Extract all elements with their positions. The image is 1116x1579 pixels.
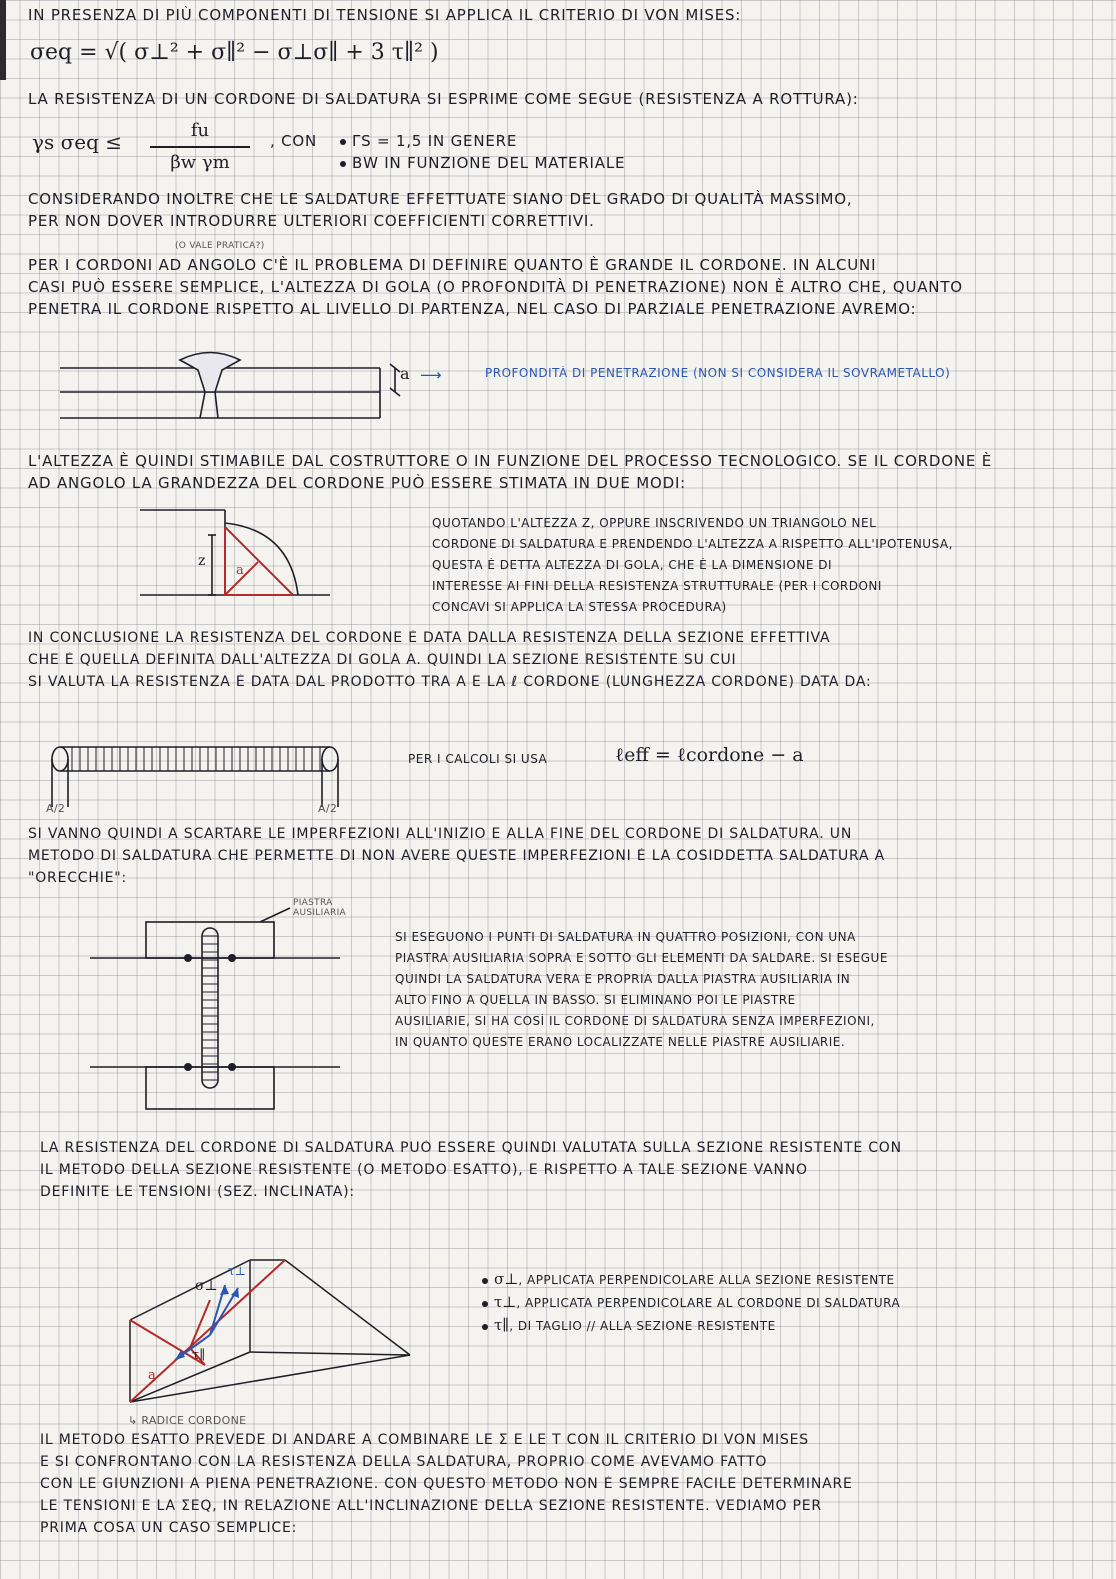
fig5-sigma-label: σ⊥	[195, 1278, 218, 1294]
binding-edge	[0, 0, 6, 80]
weld-resistance-intro: LA RESISTENZA DI UN CORDONE DI SALDATURA SI ESPRIME COME SEGUE (RESISTENZA A ROTTURA):	[28, 90, 859, 108]
von-mises-formula: σeq = √( σ⊥² + σ∥² − σ⊥σ∥ + 3 τ∥² )	[30, 40, 439, 65]
fig1-a-label: a	[400, 364, 410, 383]
fig3-formula: ℓeff = ℓcordone − a	[615, 744, 804, 766]
final-paragraph: IL METODO ESATTO PREVEDE DI ANDARE A COMBINARE LE Σ E LE Τ CON IL CRITERIO DI VON MISES E SI CONFRONTANO CON LA RESISTENZA DELLA SALDATURA, PROPRIO COME AVEVAMO FATTO CON LE GIUNZIONI A PIENA PENETRAZIONE. CON QUESTO METODO NON È SEMPRE FACILE DETERMINARE LE TENSIONI E LA ΣEQ, IN RELAZIONE ALL'INCLINAZIONE DELLA SEZIONE RESISTENTE. VEDIAMO PER PRIMA COSA UN CASO SEMPLICE:	[40, 1432, 853, 1536]
fig5-a-label: a	[148, 1368, 156, 1383]
fig5-tau-perp-label: τ⊥	[228, 1264, 246, 1278]
method-paragraph: LA RESISTENZA DEL CORDONE DI SALDATURA PUÒ ESSERE QUINDI VALUTATA SULLA SEZIONE RESISTENTE CON IL METODO DELLA SEZIONE RESISTENTE (O METODO ESATTO), E RISPETTO A TALE SEZIONE VANNO DEFINITE LE TENSIONI (SEZ. INCLINATA):	[40, 1140, 902, 1200]
fig4-label: PIASTRA AUSILIARIA	[293, 898, 347, 918]
fig1-arrow: ⟶	[420, 366, 443, 384]
auxiliary-plate-figure	[60, 900, 360, 1115]
ears-paragraph: SI VANNO QUINDI A SCARTARE LE IMPERFEZIONI ALL'INIZIO E ALLA FINE DEL CORDONE DI SALDATURA. UN METODO DI SALDATURA CHE PERMETTE DI NON AVERE QUESTE IMPERFEZIONI È LA COSIDDETTA SALDATURA A "ORECCHIE":	[28, 826, 885, 886]
formula-bullet-2: ΒW IN FUNZIONE DEL MATERIALE	[340, 154, 780, 172]
quoting-paragraph: QUOTANDO L'ALTEZZA Z, OPPURE INSCRIVENDO UN TRIANGOLO NEL CORDONE DI SALDATURA E PRENDENDO L'ALTEZZA A RISPETTO ALL'IPOTENUSA, QUESTA È DETTA ALTEZZA DI GOLA, CHE È LA DIMENSIONE DI INTERESSE AI FINI DELLA RESISTENZA STRUTTURALE (PER I CORDONI CONCAVI SI APPLICA LA STESSA PROCEDURA)	[432, 516, 953, 614]
fig1-caption: PROFONDITÀ DI PENETRAZIONE (NON SI CONSIDERA IL SOVRAMETALLO)	[485, 366, 951, 380]
penetration-figure	[40, 330, 420, 440]
inclined-section-figure	[110, 1240, 430, 1415]
quality-note: CONSIDERANDO INOLTRE CHE LE SALDATURE EFFETTUATE SIANO DEL GRADO DI QUALITÀ MASSIMO, PER NON DOVER INTRODURRE ULTERIORI COEFFICIENTI CORRETTIVI.	[28, 190, 853, 230]
formula-bullet-1: ΓS = 1,5 IN GENERE	[340, 132, 740, 150]
fig5-root-label: ↳ RADICE CORDONE	[128, 1414, 247, 1427]
ears-description: SI ESEGUONO I PUNTI DI SALDATURA IN QUATTRO POSIZIONI, CON UNA PIASTRA AUSILIARIA SOPRA E SOTTO GLI ELEMENTI DA SALDARE. SI ESEGUE QUINDI LA SALDATURA VERA E PROPRIA DALLA PIASTRA AUSILIARIA IN ALTO FINO A QUELLA IN BASSO. SI ELIMINANO POI LE PIASTRE AUSILIARIE, SI HA COSÌ IL CORDONE DI SALDATURA SENZA IMPERFEZIONI, IN QUANTO QUESTE ERANO LOCALIZZATE NELLE PIASTRE AUSILIARIE.	[395, 930, 888, 1049]
formula-numerator: fu	[190, 120, 210, 141]
stress-list	[482, 1270, 1082, 1339]
fig2-z-label: z	[198, 553, 206, 569]
weld-bead-figure	[40, 735, 360, 815]
fillet-triangle-figure	[130, 505, 330, 605]
fig3-calc-text: PER I CALCOLI SI USA	[408, 752, 548, 766]
conclusion-paragraph: IN CONCLUSIONE LA RESISTENZA DEL CORDONE È DATA DALLA RESISTENZA DELLA SEZIONE EFFETTIVA CHE È QUELLA DEFINITA DALL'ALTEZZA DI GOLA A. QUINDI LA SEZIONE RESISTENTE SU CUI SI VALUTA LA RESISTENZA È DATA DAL PRODOTTO TRA A E LA ℓ CORDONE (LUNGHEZZA CORDONE) DATA DA:	[28, 630, 872, 690]
formula-denominator: βw γm	[170, 152, 230, 173]
list-item: τ⊥, APPLICATA PERPENDICOLARE AL CORDONE DI SALDATURA	[482, 1293, 1082, 1316]
fraction-bar	[150, 146, 250, 148]
formula-with: , CON	[270, 132, 318, 150]
list-item: τ∥, DI TAGLIO // ALLA SEZIONE RESISTENTE	[482, 1316, 1082, 1339]
aside-note: (O VALE PRATICA?)	[175, 241, 265, 251]
intro-text: IN PRESENZA DI PIÙ COMPONENTI DI TENSIONE SI APPLICA IL CRITERIO DI VON MISES:	[28, 6, 742, 24]
formula-lhs: γs σeq ≤	[32, 130, 122, 154]
fig3-left-label: A/2	[46, 802, 66, 815]
fig2-a-label: a	[236, 563, 244, 578]
fig3-right-label: A/2	[318, 802, 338, 815]
height-paragraph: L'ALTEZZA È QUINDI STIMABILE DAL COSTRUTTORE O IN FUNZIONE DEL PROCESSO TECNOLOGICO. SE IL CORDONE È AD ANGOLO LA GRANDEZZA DEL CORDONE PUÒ ESSERE STIMATA IN DUE MODI:	[28, 452, 993, 492]
list-item: σ⊥, APPLICATA PERPENDICOLARE ALLA SEZIONE RESISTENTE	[482, 1270, 1082, 1293]
fig5-tau-par-label: τ∥	[192, 1348, 206, 1363]
fillet-paragraph: PER I CORDONI AD ANGOLO C'È IL PROBLEMA DI DEFINIRE QUANTO È GRANDE IL CORDONE. IN ALCUNI CASI PUÒ ESSERE SEMPLICE, L'ALTEZZA DI GOLA (O PROFONDITÀ DI PENETRAZIONE) NON È ALTRO CHE, QUANTO PENETRA IL CORDONE RISPETTO AL LIVELLO DI PARTENZA, NEL CASO DI PARZIALE PENETRAZIONE AVREMO:	[28, 256, 963, 318]
